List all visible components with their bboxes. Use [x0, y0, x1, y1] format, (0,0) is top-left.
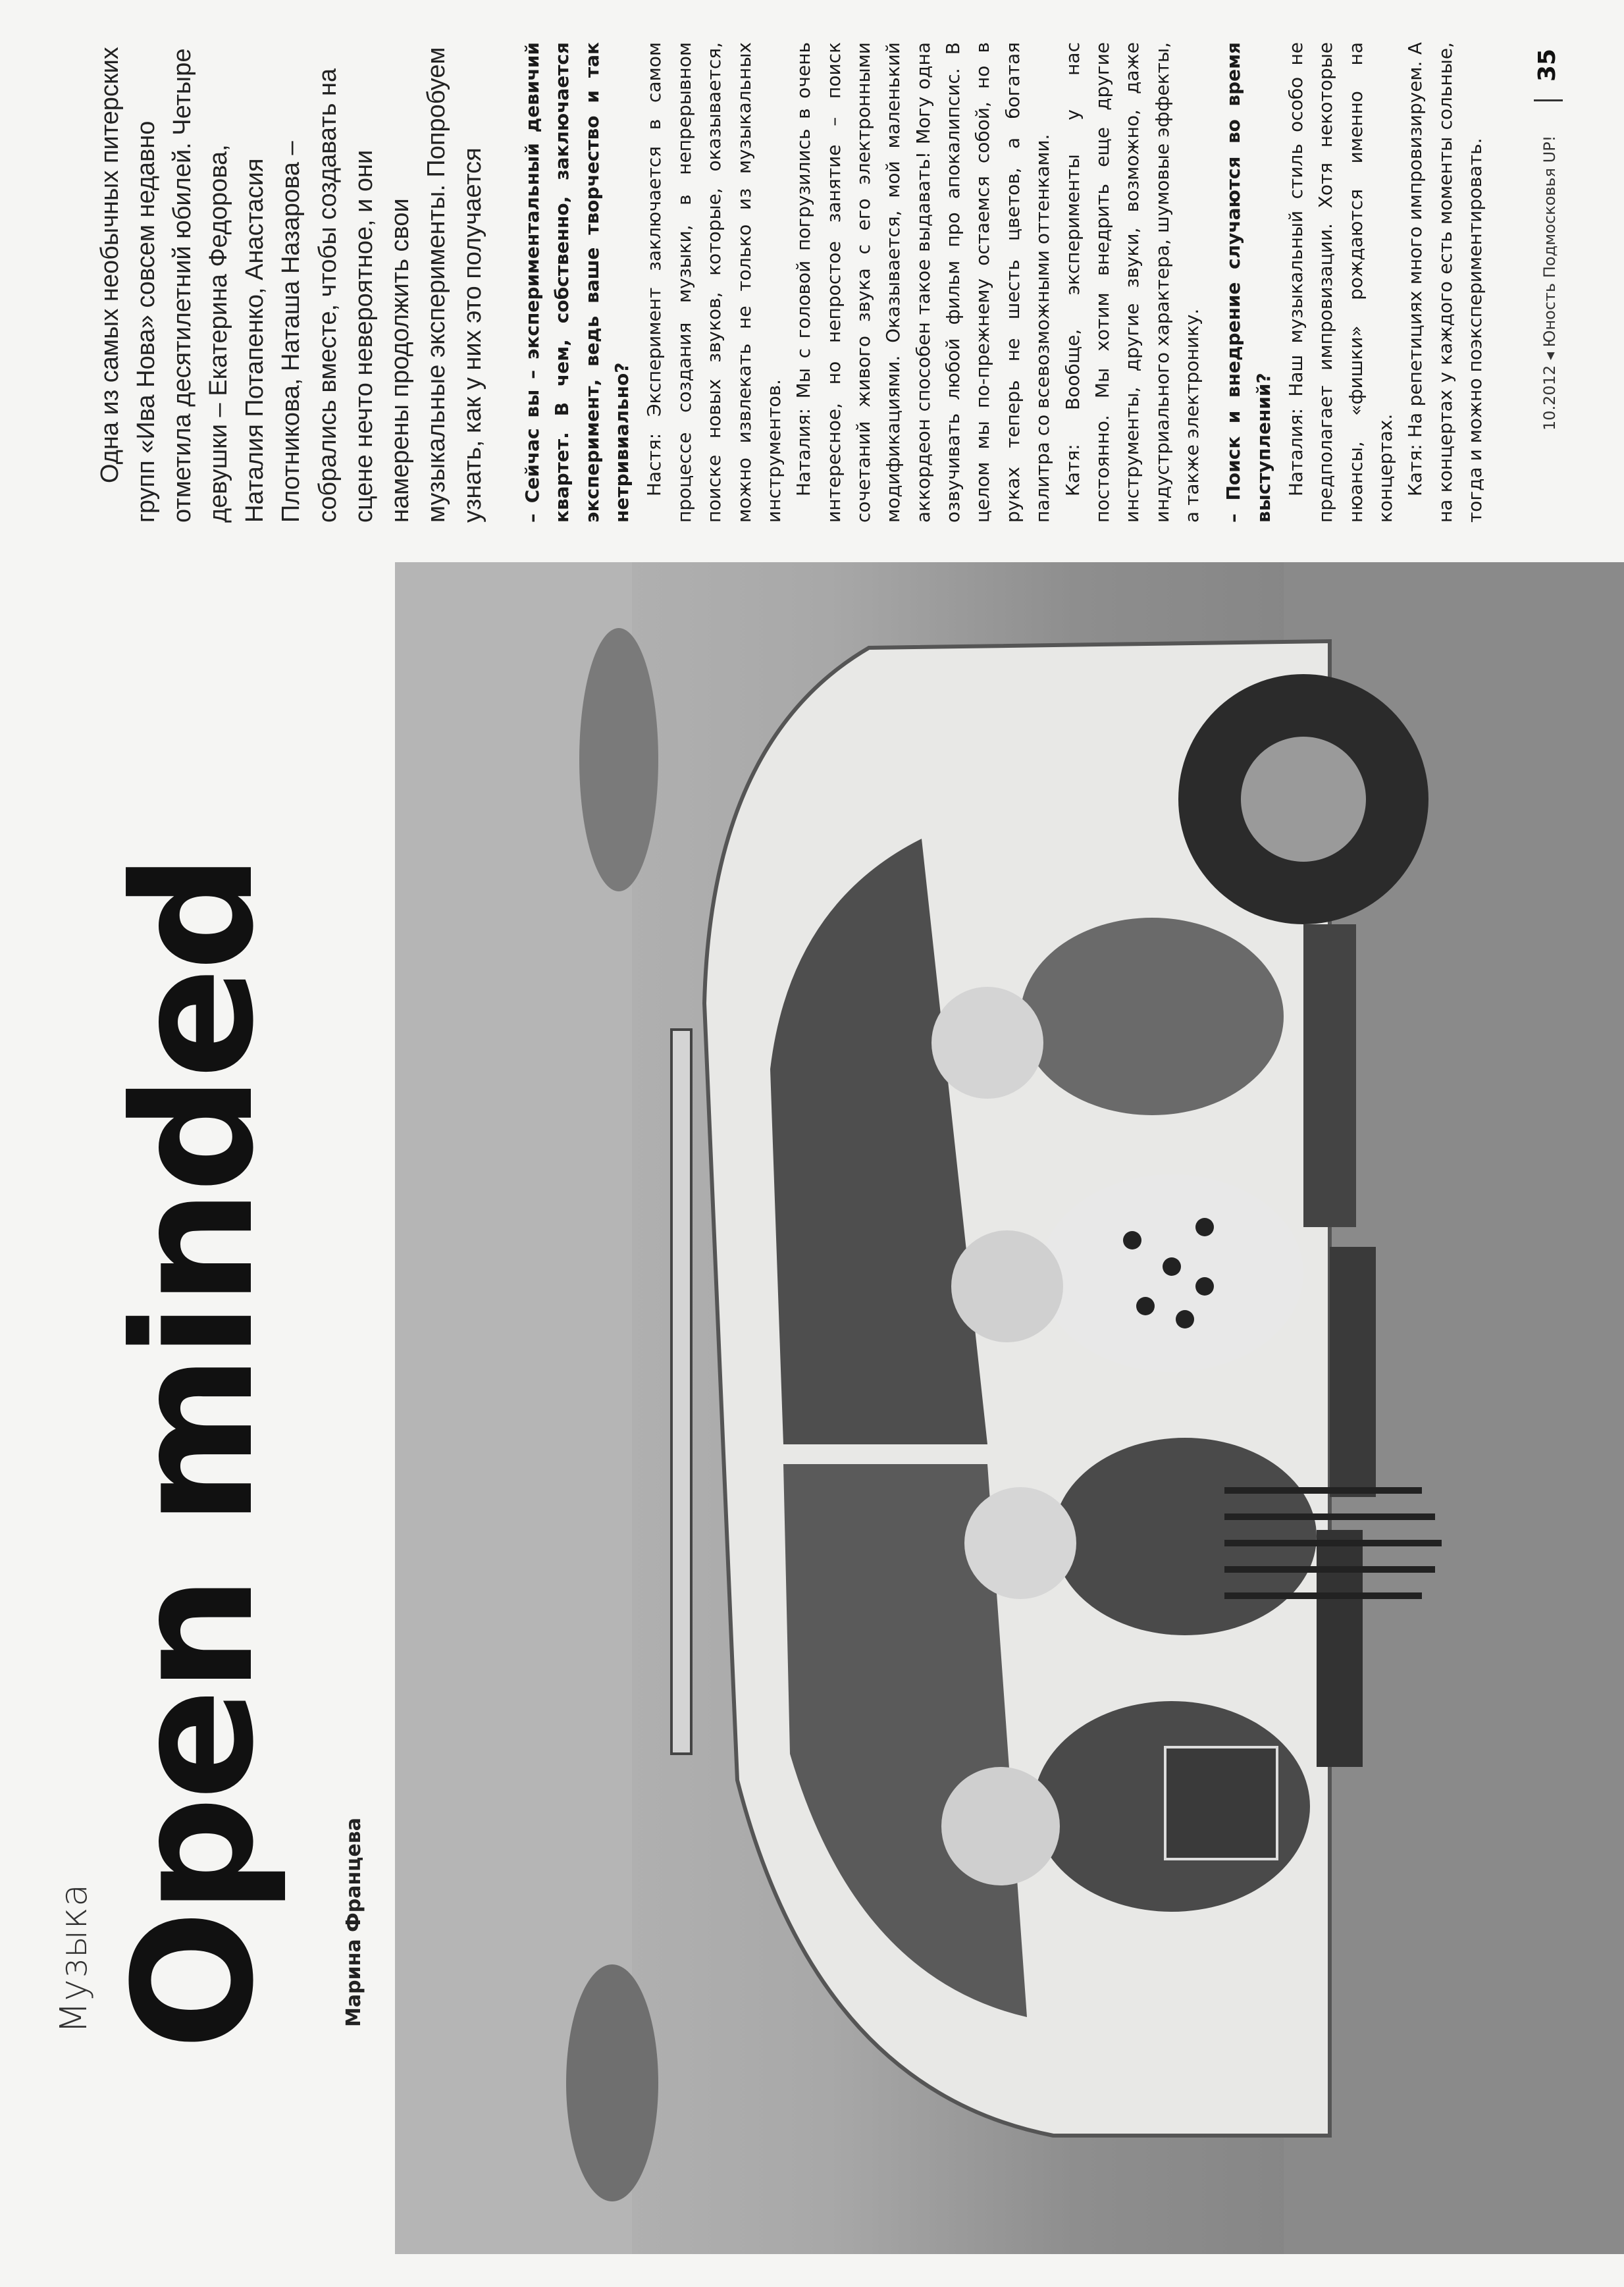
article-text: [92, 42, 1490, 523]
article-title: Open minded: [98, 857, 290, 2050]
article-author: Марина Францева: [342, 1817, 365, 2027]
footer-divider: [1534, 99, 1563, 101]
band-photo-illustration: [395, 562, 1624, 2254]
interview-answer: Настя: Эксперимент заключается в самом процессе создания музыки, в непрерывном поиске новых звуков, которые, оказывается, можно извлекать не только из музыкальных инструментов.: [643, 42, 785, 523]
interview-answer: Катя: На репетициях много импровизируем. А на концертах у каждого есть моменты сольные, тогда и можно поэкспериментировать.: [1404, 42, 1486, 523]
band-photo: [395, 562, 1624, 2254]
interview-answer: Наталия: Мы с головой погрузились в очень интересное, но непростое занятие – поиск сочетаний живого звука с его электронными модификациями. Оказывается, мой маленький аккордеон способен такое выдавать! Могу одна озвучивать любой фильм про апокалипсис. В целом мы по-прежнему остаемся собой, но в руках теперь не шесть цветов, а богатая палитра со всевозможными оттенками.: [793, 42, 1054, 523]
page-number: 35: [1534, 48, 1561, 82]
interview-question: – Сейчас вы – экспериментальный девичий квартет. В чем, собственно, заключается эксперимент, ведь ваше творчество и так нетривиально?: [521, 42, 633, 523]
article-intro: Одна из самых необычных питерских групп «Ива Нова» совсем недавно отметила десятилетний юбилей. Четыре девушки – Екатерина Федорова, Наталия Потапенко, Анастасия Плотникова, Наташа Назарова – собрались вместе, чтобы создавать на сцене нечто невероятное, и они намерены продолжить свои музыкальные эксперименты. Попробуем узнать, как у них это получается: [96, 47, 486, 523]
interview-question: – Поиск и внедрение случаются во время выступлений?: [1222, 42, 1274, 523]
section-label: Музыка: [53, 1883, 95, 2034]
issue-footer: 10.2012 ◂ Юность Подмосковья UP!: [1540, 135, 1559, 431]
interview-answer: Наталия: Наш музыкальный стиль особо не предполагает импровизации. Хотя некоторые нюансы, «фишки» рождаются именно на концертах.: [1285, 42, 1397, 523]
interview-answer: Катя: Вообще, эксперименты у нас постоянно. Мы хотим внедрить еще другие инструменты, другие звуки, возможно, даже индустриального характера, шумовые эффекты, а также электронику.: [1061, 42, 1203, 523]
